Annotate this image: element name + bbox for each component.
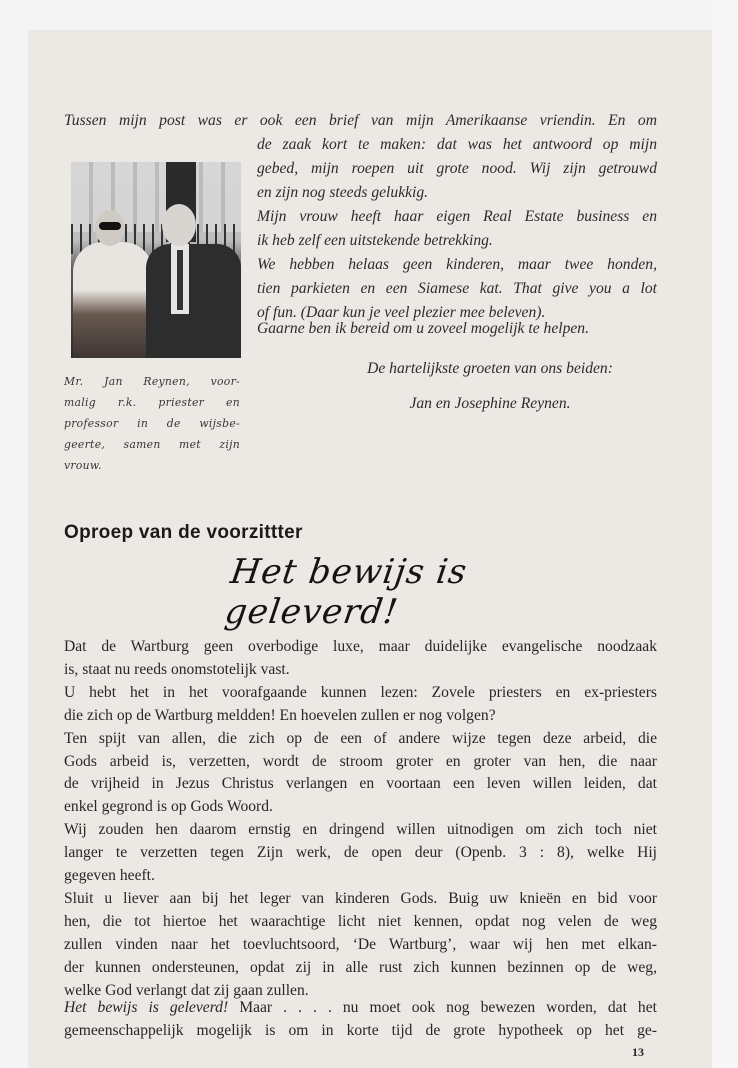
- body-line: Wij zouden hen daarom ernstig en dringend willen uitnodigen om zich toch niet: [64, 821, 657, 839]
- body-line: welke God verlangt dat zij gaan zullen.: [64, 981, 309, 999]
- caption-line: Mr. Jan Reynen, voor-: [64, 375, 240, 388]
- body-line: der kunnen ondersteunen, opdat zij in alle rust zich kunnen bezinnen op de weg,: [64, 958, 657, 976]
- body-line: U hebt het in het voorafgaande kunnen lezen: Zovele priesters en ex-priesters: [64, 683, 657, 701]
- letter-first-line: Tussen mijn post was er ook een brief van mijn Amerikaanse vriendin. En om: [64, 112, 657, 129]
- section-heading: Oproep van de voorzittter: [64, 522, 303, 543]
- body-line: de vrijheid in Jezus Christus verlangen en voortaan een leven willen leiden, dat: [64, 775, 657, 793]
- caption-line: professor in de wijsbe-: [64, 417, 240, 430]
- body-line: zullen vinden naar het toevluchtsoord, ‘De Wartburg’, waar wij hen met elkan-: [64, 935, 657, 953]
- closing-rest: Maar . . . . nu moet ook nog bewezen worden, dat het: [228, 999, 657, 1016]
- closing-italic: Het bewijs is geleverd!: [64, 999, 229, 1016]
- body-line: is, staat nu reeds onomstotelijk vast.: [64, 660, 290, 678]
- letter-line: ik heb zelf een uitstekende betrekking.: [257, 232, 493, 249]
- letter-line: en zijn nog steeds gelukkig.: [257, 184, 429, 201]
- script-title: Het bewijs is geleverd!: [222, 552, 470, 632]
- caption-line: vrouw.: [64, 459, 102, 472]
- body-line: die zich op de Wartburg meldden! En hoevelen zullen er nog volgen?: [64, 706, 496, 724]
- body-line: Dat de Wartburg geen overbodige luxe, maar duidelijke evangelische noodzaak: [64, 638, 657, 655]
- letter-line: We hebben helaas geen kinderen, maar twee honden,: [257, 256, 657, 273]
- caption-line: malig r.k. priester en: [64, 396, 240, 409]
- body-line: Ten spijt van allen, die zich op de een of andere wijze tegen deze arbeid, die: [64, 729, 657, 747]
- closing-line: [64, 999, 657, 1017]
- letter-line: gebed, mijn roepen uit grote nood. Wij zijn getrouwd: [257, 160, 657, 177]
- photo-couple: [71, 162, 241, 358]
- page-number: 13: [632, 1045, 644, 1059]
- letter-line: Mijn vrouw heeft haar eigen Real Estate business en: [257, 208, 657, 225]
- caption-line: geerte, samen met zijn: [64, 438, 240, 451]
- letter-signature: Jan en Josephine Reynen.: [409, 395, 571, 412]
- body-line: Gods arbeid is, verzetten, wordt de stroom groter en groter van hen, die naar: [64, 752, 657, 770]
- body-line: enkel gegrond is op Gods Woord.: [64, 798, 273, 816]
- letter-offer: Gaarne ben ik bereid om u zoveel mogelijk te helpen.: [257, 320, 589, 337]
- body-line: Sluit u liever aan bij het leger van kinderen Gods. Buig uw knieën en bid voor: [64, 889, 657, 907]
- letter-line: tien parkieten en een Siamese kat. That give you a lot: [257, 280, 657, 297]
- body-line: hen, die tot hiertoe het waarachtige licht niet kennen, opdat nog velen de weg: [64, 912, 657, 930]
- body-line: langer te verzetten tegen Zijn werk, de open deur (Openb. 3 : 8), welke Hij: [64, 844, 657, 862]
- letter-line: of fun. (Daar kun je veel plezier mee beleven).: [257, 304, 546, 321]
- letter-line: de zaak kort te maken: dat was het antwoord op mijn: [257, 136, 657, 153]
- body-line: gegeven heeft.: [64, 867, 155, 884]
- margin-strip: [712, 0, 738, 1068]
- closing-last-line: gemeenschappelijk mogelijk is om in korte tijd de grote hypotheek op het ge-: [64, 1022, 657, 1039]
- letter-greeting: De hartelijkste groeten van ons beiden:: [367, 360, 613, 377]
